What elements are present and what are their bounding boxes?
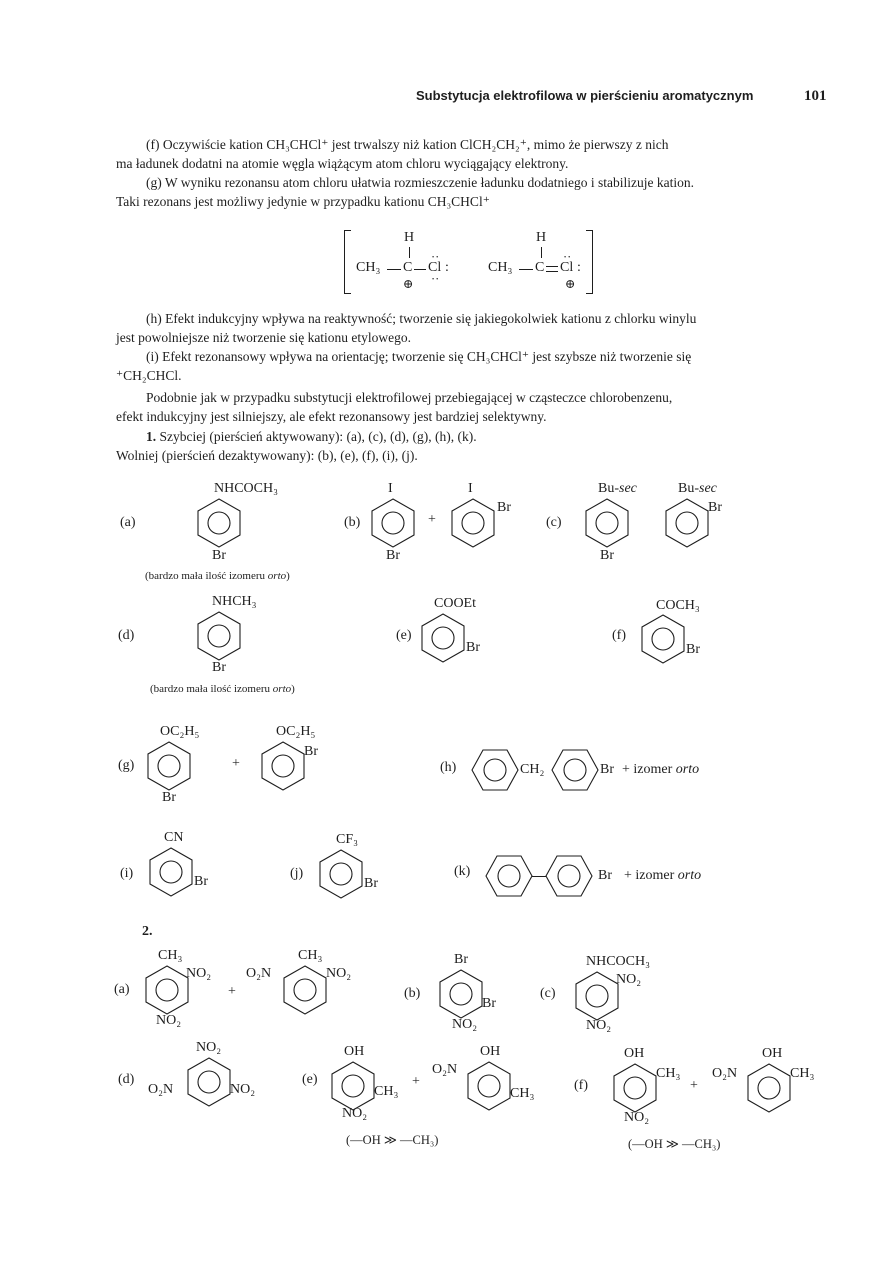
q1f-substituent-top: COCH₃: [656, 598, 700, 613]
paragraph-g-line-2: Taki rezonans jest możliwy jedynie w przypadku kationu CH₃CHCl⁺: [116, 194, 490, 209]
paragraph-i-line-1: (i) Efekt rezonansowy wpływa na orientację; tworzenie się CH₃CHCl⁺ jest szybsze niż tworzenie się: [146, 349, 692, 364]
q1j-substituent-meta: Br: [364, 876, 378, 891]
q2e-side-2: CH₃: [510, 1086, 535, 1101]
res2-double-bond-b: [546, 271, 558, 272]
q2c-benzene-ring: [574, 971, 620, 1021]
q1h-isomer-note: + izomer orto: [622, 762, 700, 777]
q1d-benzene-ring: [196, 611, 242, 661]
q2f-top-1: OH: [624, 1046, 645, 1061]
q2a-bottom-1: NO₂: [156, 1013, 182, 1028]
q2a-tag: (a): [114, 982, 130, 997]
q1b-plus: +: [428, 512, 436, 527]
q1c-tag: (c): [546, 515, 562, 530]
q2a-plus: +: [228, 984, 236, 999]
q1i-substituent-top: CN: [164, 830, 184, 845]
q2f-benzene-ring-2: [746, 1063, 792, 1113]
q1g-plus: +: [232, 756, 240, 771]
answer-1: [146, 428, 477, 447]
q2f-side-2: CH₃: [790, 1066, 815, 1081]
q2f-benzene-ring-1: [612, 1063, 658, 1113]
q1g-benzene-ring-1: [146, 741, 192, 791]
q1c-benzene-ring-2: [664, 498, 710, 548]
q1b-tag: (b): [344, 515, 361, 530]
q1k-substituent: Br: [598, 868, 612, 883]
res1-positive-charge: ⊕: [403, 277, 414, 291]
answer-1-faster: Szybciej (pierścień aktywowany): (a), (c), (d), (g), (h), (k).: [159, 429, 477, 444]
q1d-tag: (d): [118, 628, 135, 643]
q1k-tag: (k): [454, 864, 471, 879]
paragraph-summary-line-1: Podobnie jak w przypadku substytucji elektrofilowej przebiegającej w cząsteczce chlorobenzenu,: [146, 390, 673, 405]
q2e-benzene-ring-1: [330, 1061, 376, 1111]
q1h-benzene-ring-1: [470, 748, 520, 792]
q1i-substituent-meta: Br: [194, 874, 208, 889]
q1a-substituent-bottom: Br: [212, 548, 226, 563]
q1i-benzene-ring: [148, 847, 194, 897]
q1a-tag: (a): [120, 515, 136, 530]
q1c-top-2: Bu-sec: [678, 481, 717, 496]
q1k-benzene-ring-1: [484, 854, 534, 898]
q1g-top-1: OC₂H₅: [160, 724, 200, 739]
answer-2-number: 2.: [142, 924, 153, 939]
res2-colon: :: [577, 260, 581, 275]
paragraph-f-line-2: ma ładunek dodatni na atomie węgla wiążącym atom chloru wyciągający elektrony.: [116, 156, 569, 171]
q1j-benzene-ring: [318, 849, 364, 899]
q2f-tag: (f): [574, 1078, 588, 1093]
q2d-right: NO₂: [230, 1082, 256, 1097]
q1c-side-2: Br: [708, 500, 722, 515]
q1j-substituent-top: CF₃: [336, 832, 359, 847]
q2f-bottom-1: NO₂: [624, 1110, 650, 1125]
q2f-side-1: CH₃: [656, 1066, 681, 1081]
q2f-left-2: O₂N: [712, 1066, 738, 1081]
paragraph-i-line-2: ⁺CH₂CHCl.: [116, 368, 182, 383]
q2d-benzene-ring: [186, 1057, 232, 1107]
res2-positive-charge: ⊕: [565, 277, 576, 291]
res1-cl: Cl: [428, 260, 442, 275]
q2a-top-2: CH₃: [298, 948, 323, 963]
q1a-note: (bardzo mała ilość izomeru orto): [145, 570, 290, 582]
q1f-tag: (f): [612, 628, 626, 643]
q2d-left: O₂N: [148, 1082, 174, 1097]
q1g-side-2: Br: [304, 744, 318, 759]
answer-1-number: 1.: [146, 429, 157, 444]
paragraph-f-line-1: (f) Oczywiście kation CH₃CHCl⁺ jest trwalszy niż kation ClCH₂CH₂⁺, mimo że pierwszy z nich: [146, 137, 669, 152]
q2b-tag: (b): [404, 986, 421, 1001]
res1-ch3: CH₃: [356, 260, 381, 275]
q2b-bottom: NO₂: [452, 1017, 478, 1032]
q1f-benzene-ring: [640, 614, 686, 664]
q1b-top-2: I: [468, 481, 473, 496]
q1h-benzene-ring-2: [550, 748, 600, 792]
res2-cl: Cl: [560, 260, 574, 275]
q1f-substituent-meta: Br: [686, 642, 700, 657]
q1b-side-2: Br: [497, 500, 511, 515]
q2e-left-2: O₂N: [432, 1062, 458, 1077]
res2-bond-1: [519, 269, 533, 270]
paragraph-g-line-1: (g) W wyniku rezonansu atom chloru ułatwia rozmieszczenie ładunku dodatniego i stabilizuje kation.: [146, 175, 694, 190]
q1c-top-1: Bu-sec: [598, 481, 637, 496]
res2-double-bond-a: [546, 266, 558, 267]
q2b-benzene-ring: [438, 969, 484, 1019]
q1a-benzene-ring: [196, 498, 242, 548]
q1d-substituent-top: NHCH₃: [212, 594, 257, 609]
q2e-top-2: OH: [480, 1044, 501, 1059]
res1-bond-1: [387, 269, 401, 270]
q2f-top-2: OH: [762, 1046, 783, 1061]
q1h-bridge: CH₂: [520, 762, 545, 777]
q1i-tag: (i): [120, 866, 134, 881]
res1-h: H: [404, 230, 415, 245]
q2f-plus: +: [690, 1078, 698, 1093]
q1d-substituent-bottom: Br: [212, 660, 226, 675]
res1-lone-pair-bottom: ··: [431, 272, 440, 286]
q1b-top-1: I: [388, 481, 393, 496]
q1e-substituent-top: COOEt: [434, 596, 476, 611]
q2c-side: NO₂: [616, 972, 642, 987]
q2a-side-1: NO₂: [186, 966, 212, 981]
q1e-substituent-meta: Br: [466, 640, 480, 655]
q2c-top: NHCOCH₃: [586, 954, 650, 969]
q1k-isomer-note: + izomer orto: [624, 868, 702, 883]
q2d-top: NO₂: [196, 1040, 222, 1055]
q1g-top-2: OC₂H₅: [276, 724, 316, 739]
q1a-substituent-top: NHCOCH₃: [214, 481, 278, 496]
res1-c: C: [403, 260, 413, 275]
answer-1-slower: Wolniej (pierścień dezaktywowany): (b), (e), (f), (i), (j).: [116, 448, 418, 463]
q1j-tag: (j): [290, 866, 304, 881]
res2-lone-pair: ··: [563, 250, 572, 264]
q1e-tag: (e): [396, 628, 412, 643]
res1-colon: :: [445, 260, 449, 275]
q2e-note: (—OH ≫ —CH₃): [346, 1133, 439, 1147]
q1g-tag: (g): [118, 758, 135, 773]
q1g-bottom-1: Br: [162, 790, 176, 805]
res1-bond-2: [414, 269, 426, 270]
q1b-bottom-1: Br: [386, 548, 400, 563]
q1e-benzene-ring: [420, 613, 466, 663]
paragraph-h-line-2: jest powolniejsze niż tworzenie się kationu etylowego.: [116, 330, 412, 345]
q2a-benzene-ring-2: [282, 965, 328, 1015]
q1d-note: (bardzo mała ilość izomeru orto): [150, 683, 295, 695]
res1-ch-bond: [409, 247, 410, 258]
q2e-plus: +: [412, 1074, 420, 1089]
q1h-tag: (h): [440, 760, 457, 775]
right-bracket: [586, 230, 593, 294]
running-title: Substytucja elektrofilowa w pierścieniu aromatycznym: [416, 88, 754, 103]
res2-h: H: [536, 230, 547, 245]
q2e-benzene-ring-2: [466, 1061, 512, 1111]
q2e-bottom-1: NO₂: [342, 1106, 368, 1121]
q2a-top-1: CH₃: [158, 948, 183, 963]
q2d-tag: (d): [118, 1072, 135, 1087]
q1c-benzene-ring-1: [584, 498, 630, 548]
q2f-note: (—OH ≫ —CH₃): [628, 1137, 721, 1151]
res2-ch-bond: [541, 247, 542, 258]
paragraph-summary-line-2: efekt indukcyjny jest silniejszy, ale efekt rezonansowy jest bardziej selektywny.: [116, 409, 547, 424]
q1c-bottom-1: Br: [600, 548, 614, 563]
q2b-top: Br: [454, 952, 468, 967]
left-bracket: [344, 230, 351, 294]
q1k-benzene-ring-2: [544, 854, 594, 898]
q2c-bottom: NO₂: [586, 1018, 612, 1033]
q1b-benzene-ring-2: [450, 498, 496, 548]
q1b-benzene-ring-1: [370, 498, 416, 548]
q2a-left-2: O₂N: [246, 966, 272, 981]
res2-c: C: [535, 260, 545, 275]
page-number: 101: [804, 88, 827, 104]
q2a-side-2: NO₂: [326, 966, 352, 981]
q2e-tag: (e): [302, 1072, 318, 1087]
q2e-top-1: OH: [344, 1044, 365, 1059]
paragraph-h-line-1: (h) Efekt indukcyjny wpływa na reaktywność; tworzenie się jakiegokolwiek kationu z chlorku winylu: [146, 311, 697, 326]
q2b-side: Br: [482, 996, 496, 1011]
q1g-benzene-ring-2: [260, 741, 306, 791]
q1h-substituent: Br: [600, 762, 614, 777]
res1-lone-pair-top: ··: [431, 250, 440, 264]
q2a-benzene-ring-1: [144, 965, 190, 1015]
q2e-side-1: CH₃: [374, 1084, 399, 1099]
paragraph-f: [116, 136, 828, 155]
res2-ch3: CH₃: [488, 260, 513, 275]
q2c-tag: (c): [540, 986, 556, 1001]
